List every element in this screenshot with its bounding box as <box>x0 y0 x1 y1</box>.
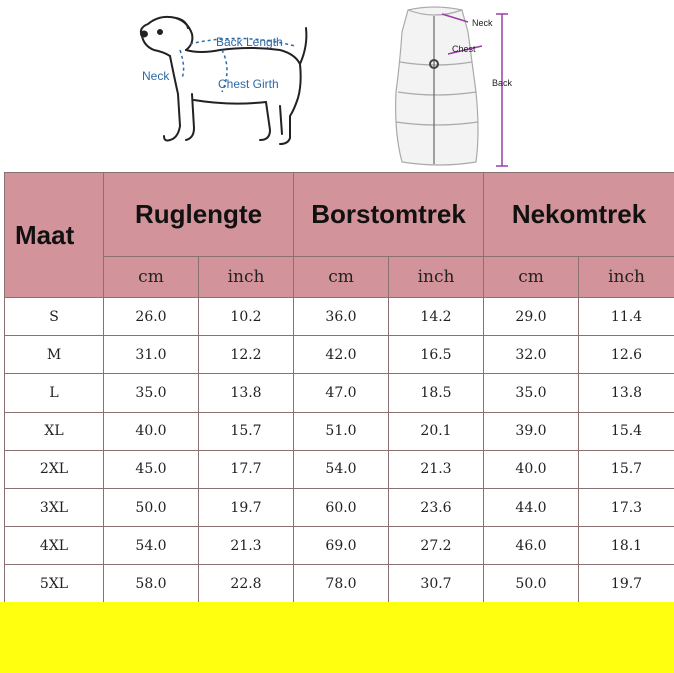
value-cell: 69.0 <box>294 527 389 565</box>
value-cell: 21.3 <box>389 450 484 488</box>
value-cell: 16.5 <box>389 336 484 374</box>
value-cell: 50.0 <box>104 488 199 526</box>
value-cell: 39.0 <box>484 412 579 450</box>
back-length-label: Back Length <box>216 35 283 49</box>
coat-measurement-diagram <box>380 2 530 170</box>
value-cell: 31.0 <box>104 336 199 374</box>
table-row <box>5 450 674 488</box>
unit-header: cm <box>294 257 389 298</box>
value-cell: 40.0 <box>104 412 199 450</box>
table-row <box>5 488 674 526</box>
table-row <box>5 374 674 412</box>
value-cell: 23.6 <box>389 488 484 526</box>
table-row <box>5 336 674 374</box>
value-cell: 32.0 <box>484 336 579 374</box>
value-cell: 17.3 <box>579 488 674 526</box>
value-cell: 44.0 <box>484 488 579 526</box>
footer-band <box>0 602 674 673</box>
unit-header: inch <box>389 257 484 298</box>
value-cell: 35.0 <box>484 374 579 412</box>
table-row <box>5 412 674 450</box>
table-row <box>5 527 674 565</box>
back-length-header: Ruglengte <box>104 173 294 257</box>
value-cell: 19.7 <box>199 488 294 526</box>
value-cell: 18.1 <box>579 527 674 565</box>
size-chart-table <box>4 172 674 604</box>
coat-back-label: Back <box>492 78 513 88</box>
coat-chest-label: Chest <box>452 44 476 54</box>
value-cell: 47.0 <box>294 374 389 412</box>
coat-outline-icon <box>396 7 478 165</box>
value-cell: 42.0 <box>294 336 389 374</box>
value-cell: 29.0 <box>484 298 579 336</box>
value-cell: 20.1 <box>389 412 484 450</box>
value-cell: 30.7 <box>389 565 484 603</box>
value-cell: 14.2 <box>389 298 484 336</box>
value-cell: 18.5 <box>389 374 484 412</box>
size-cell: M <box>5 336 104 374</box>
unit-header: cm <box>104 257 199 298</box>
size-rows <box>5 298 674 604</box>
size-cell: 2XL <box>5 450 104 488</box>
size-cell: XL <box>5 412 104 450</box>
value-cell: 21.3 <box>199 527 294 565</box>
neck-label: Neck <box>142 69 170 83</box>
value-cell: 78.0 <box>294 565 389 603</box>
value-cell: 15.4 <box>579 412 674 450</box>
value-cell: 13.8 <box>579 374 674 412</box>
chest-girth-label: Chest Girth <box>218 77 279 91</box>
value-cell: 40.0 <box>484 450 579 488</box>
group-header-row <box>5 173 674 257</box>
size-cell: 4XL <box>5 527 104 565</box>
coat-neck-label: Neck <box>472 18 493 28</box>
value-cell: 26.0 <box>104 298 199 336</box>
value-cell: 60.0 <box>294 488 389 526</box>
value-cell: 45.0 <box>104 450 199 488</box>
value-cell: 50.0 <box>484 565 579 603</box>
value-cell: 13.8 <box>199 374 294 412</box>
unit-header: inch <box>579 257 674 298</box>
value-cell: 27.2 <box>389 527 484 565</box>
size-cell: 5XL <box>5 565 104 603</box>
size-cell: 3XL <box>5 488 104 526</box>
value-cell: 36.0 <box>294 298 389 336</box>
value-cell: 15.7 <box>579 450 674 488</box>
value-cell: 46.0 <box>484 527 579 565</box>
table-row <box>5 298 674 336</box>
value-cell: 12.6 <box>579 336 674 374</box>
value-cell: 11.4 <box>579 298 674 336</box>
value-cell: 10.2 <box>199 298 294 336</box>
value-cell: 58.0 <box>104 565 199 603</box>
size-header: Maat <box>5 173 104 298</box>
unit-header: inch <box>199 257 294 298</box>
measurement-illustrations <box>0 0 674 172</box>
value-cell: 54.0 <box>294 450 389 488</box>
value-cell: 15.7 <box>199 412 294 450</box>
size-cell: L <box>5 374 104 412</box>
value-cell: 51.0 <box>294 412 389 450</box>
value-cell: 54.0 <box>104 527 199 565</box>
value-cell: 12.2 <box>199 336 294 374</box>
value-cell: 35.0 <box>104 374 199 412</box>
unit-header-row <box>5 257 674 298</box>
unit-header: cm <box>484 257 579 298</box>
table-row <box>5 565 674 603</box>
value-cell: 17.7 <box>199 450 294 488</box>
value-cell: 22.8 <box>199 565 294 603</box>
chest-header: Borstomtrek <box>294 173 484 257</box>
value-cell: 19.7 <box>579 565 674 603</box>
neck-header: Nekomtrek <box>484 173 674 257</box>
size-cell: S <box>5 298 104 336</box>
dog-measurement-diagram <box>130 6 315 156</box>
